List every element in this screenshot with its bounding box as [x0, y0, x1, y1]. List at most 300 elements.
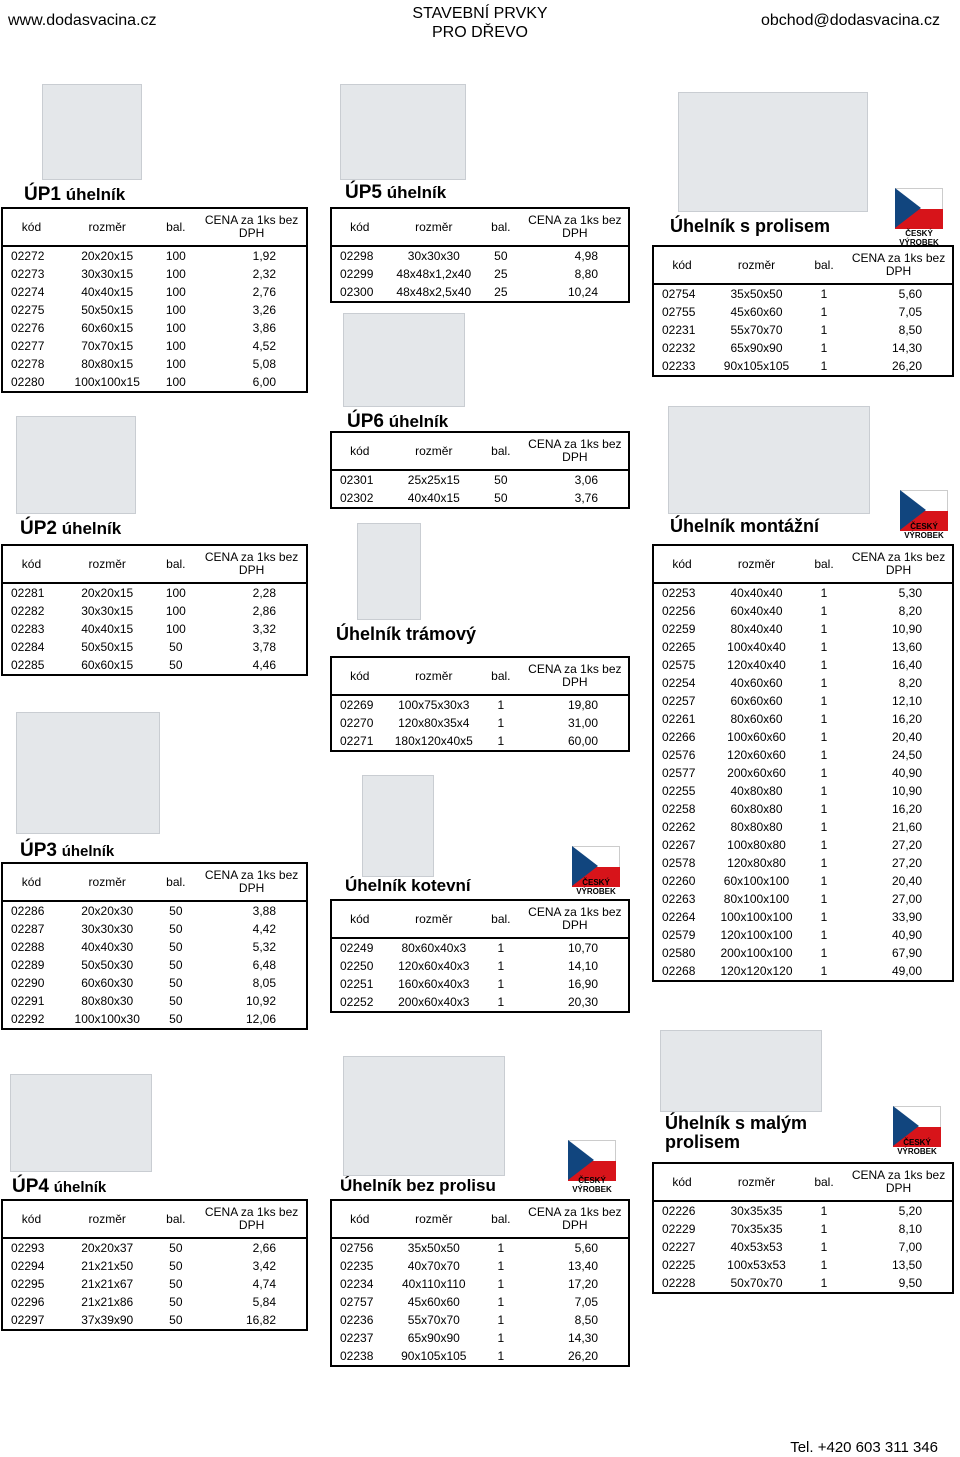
cell-kod: 02228 — [662, 1276, 696, 1290]
cell-kod: 02258 — [662, 802, 696, 816]
cell-bal: 100 — [165, 622, 186, 636]
cell-kod: 02577 — [662, 766, 696, 780]
cell-rozmer: 45x60x60 — [407, 1295, 460, 1309]
cell-rozmer: 120x80x80 — [727, 856, 786, 870]
cell-cena: 5,32 — [252, 940, 276, 954]
cell-cena: 26,20 — [567, 1349, 598, 1363]
cell-cena: 16,90 — [567, 977, 598, 991]
cell-cena: 6,00 — [252, 375, 276, 389]
cell-bal: 1 — [497, 941, 505, 955]
cell-cena: 10,92 — [245, 994, 276, 1008]
col-header-bal: bal. — [154, 863, 197, 901]
cell-rozmer: 40x40x15 — [81, 622, 134, 636]
price-table-montazni — [652, 544, 954, 982]
cell-bal: 25 — [494, 267, 508, 281]
table-row — [2, 638, 307, 656]
cell-bal: 50 — [494, 473, 508, 487]
cell-cena: 2,66 — [252, 1241, 276, 1255]
cell-cena: 2,28 — [252, 586, 276, 600]
cell-bal: 100 — [165, 339, 186, 353]
product-photo-up4 — [10, 1074, 152, 1172]
table-row — [653, 962, 953, 981]
cell-kod: 02253 — [662, 586, 696, 600]
table-header-row — [331, 657, 629, 695]
cell-bal: 50 — [169, 994, 183, 1008]
cell-rozmer: 100x53x53 — [727, 1258, 786, 1272]
cell-bal: 1 — [820, 323, 828, 337]
cell-kod: 02225 — [662, 1258, 696, 1272]
table-row — [331, 714, 629, 732]
table-row — [653, 583, 953, 602]
col-header-kod: kód — [2, 1200, 60, 1238]
cell-rozmer: 21x21x67 — [81, 1277, 134, 1291]
cell-rozmer: 60x80x80 — [730, 802, 783, 816]
cell-kod: 02295 — [11, 1277, 45, 1291]
page-title-line2: PRO DŘEVO — [431, 24, 528, 41]
table-row — [2, 265, 307, 283]
cell-cena: 40,90 — [891, 928, 922, 942]
cell-bal: 100 — [165, 357, 186, 371]
price-table-up3 — [1, 862, 308, 1030]
cell-rozmer: 21x21x50 — [81, 1259, 134, 1273]
cell-bal: 50 — [169, 658, 183, 672]
cell-cena: 5,60 — [574, 1241, 598, 1255]
cell-kod: 02229 — [662, 1222, 696, 1236]
cell-kod: 02302 — [340, 491, 374, 505]
cell-rozmer: 90x105x105 — [401, 1349, 467, 1363]
table-row — [331, 938, 629, 957]
col-header-cena: CENA za 1ks bez DPH — [845, 545, 953, 583]
cell-bal: 1 — [820, 694, 828, 708]
title-up1: ÚP1 úhelník — [24, 184, 126, 205]
table-row — [331, 957, 629, 975]
cell-bal: 50 — [169, 976, 183, 990]
table-header-row — [331, 432, 629, 470]
cell-rozmer: 55x70x70 — [730, 323, 783, 337]
cell-cena: 16,20 — [891, 802, 922, 816]
page-title-line1: STAVEBNÍ PRVKY — [412, 5, 548, 22]
table-row — [2, 956, 307, 974]
cell-cena: 16,20 — [891, 712, 922, 726]
cell-bal: 1 — [820, 640, 828, 654]
table-row — [331, 1311, 629, 1329]
cell-rozmer: 100x100x30 — [74, 1012, 140, 1026]
col-header-bal: bal. — [803, 1163, 845, 1201]
cell-bal: 1 — [820, 676, 828, 690]
cell-rozmer: 120x60x40x3 — [398, 959, 470, 973]
cell-cena: 4,46 — [252, 658, 276, 672]
cell-kod: 02268 — [662, 964, 696, 978]
cell-bal: 1 — [820, 784, 828, 798]
title-up2: ÚP2 úhelník — [20, 518, 122, 539]
cell-cena: 60,00 — [567, 734, 598, 748]
cell-rozmer: 50x50x15 — [81, 303, 134, 317]
cell-rozmer: 35x50x50 — [730, 287, 783, 301]
title-up3: ÚP3 úhelník — [20, 840, 115, 861]
cell-rozmer: 30x30x30 — [407, 249, 460, 263]
cell-cena: 19,80 — [567, 698, 598, 712]
cell-cena: 21,60 — [891, 820, 922, 834]
cell-bal: 1 — [820, 1222, 828, 1236]
cell-bal: 1 — [497, 1259, 505, 1273]
cell-rozmer: 120x60x60 — [727, 748, 786, 762]
table-row — [653, 1274, 953, 1293]
table-row — [653, 1201, 953, 1220]
table-header-row — [331, 1200, 629, 1238]
cell-rozmer: 100x100x100 — [720, 910, 793, 924]
table-row — [2, 602, 307, 620]
cell-kod: 02296 — [11, 1295, 45, 1309]
cell-cena: 12,06 — [245, 1012, 276, 1026]
table-row — [653, 746, 953, 764]
cell-kod: 02271 — [340, 734, 374, 748]
table-row — [2, 355, 307, 373]
table-row — [331, 265, 629, 283]
cell-bal: 1 — [497, 698, 505, 712]
cell-kod: 02251 — [340, 977, 374, 991]
cell-rozmer: 100x80x80 — [727, 838, 786, 852]
cell-cena: 4,74 — [252, 1277, 276, 1291]
table-row — [2, 301, 307, 319]
cell-bal: 1 — [820, 748, 828, 762]
cell-kod: 02257 — [662, 694, 696, 708]
cell-kod: 02755 — [662, 305, 696, 319]
col-header-bal: bal. — [480, 1200, 522, 1238]
cell-kod: 02301 — [340, 473, 374, 487]
cell-bal: 50 — [169, 904, 183, 918]
cell-rozmer: 40x40x40 — [730, 586, 783, 600]
col-header-kod: kód — [331, 1200, 388, 1238]
table-row — [331, 993, 629, 1012]
col-header-rozmer: rozměr — [60, 863, 155, 901]
cell-bal: 1 — [820, 658, 828, 672]
cell-cena: 2,32 — [252, 267, 276, 281]
cell-kod: 02238 — [340, 1349, 374, 1363]
cell-bal: 50 — [169, 640, 183, 654]
cell-rozmer: 37x39x90 — [81, 1313, 134, 1327]
cell-bal: 100 — [165, 604, 186, 618]
cell-cena: 6,48 — [252, 958, 276, 972]
cell-kod: 02237 — [340, 1331, 374, 1345]
cell-rozmer: 160x60x40x3 — [398, 977, 470, 991]
cell-rozmer: 180x120x40x5 — [394, 734, 473, 748]
title-prolis: Úhelník s prolisem — [670, 216, 831, 236]
col-header-kod: kód — [653, 545, 710, 583]
cell-cena: 24,50 — [891, 748, 922, 762]
table-header-row — [653, 545, 953, 583]
cell-bal: 100 — [165, 375, 186, 389]
cell-bal: 1 — [820, 1240, 828, 1254]
table-row — [653, 321, 953, 339]
cell-rozmer: 45x60x60 — [730, 305, 783, 319]
cell-cena: 26,20 — [891, 359, 922, 373]
cell-kod: 02580 — [662, 946, 696, 960]
cell-cena: 8,80 — [574, 267, 598, 281]
cell-cena: 2,86 — [252, 604, 276, 618]
cell-rozmer: 100x60x60 — [727, 730, 786, 744]
table-row — [653, 926, 953, 944]
cell-bal: 1 — [820, 892, 828, 906]
czech-product-badge: ČESKÝ VÝROBEK — [576, 878, 616, 896]
col-header-rozmer: rozměr — [710, 545, 803, 583]
cell-rozmer: 48x48x2,5x40 — [396, 285, 472, 299]
cell-kod: 02286 — [11, 904, 45, 918]
cell-kod: 02287 — [11, 922, 45, 936]
table-row — [653, 836, 953, 854]
col-header-rozmer: rozměr — [60, 545, 155, 583]
table-row — [331, 1257, 629, 1275]
cell-bal: 1 — [497, 995, 505, 1009]
table-row — [653, 620, 953, 638]
cell-kod: 02289 — [11, 958, 45, 972]
site-url[interactable]: www.dodasvacina.cz — [8, 12, 157, 29]
product-photo-up2 — [16, 416, 136, 514]
product-photo-prolis — [678, 92, 868, 212]
cell-kod: 02281 — [11, 586, 45, 600]
table-row — [653, 944, 953, 962]
cell-rozmer: 35x50x50 — [407, 1241, 460, 1255]
cell-rozmer: 40x40x15 — [81, 285, 134, 299]
cell-bal: 50 — [169, 922, 183, 936]
cell-rozmer: 40x40x30 — [81, 940, 134, 954]
cell-bal: 1 — [820, 946, 828, 960]
cell-kod: 02277 — [11, 339, 45, 353]
cell-bal: 1 — [497, 1349, 505, 1363]
cell-kod: 02278 — [11, 357, 45, 371]
cell-cena: 49,00 — [891, 964, 922, 978]
cell-kod: 02261 — [662, 712, 696, 726]
table-row — [331, 1238, 629, 1257]
cell-kod: 02284 — [11, 640, 45, 654]
cell-cena: 5,08 — [252, 357, 276, 371]
col-header-bal: bal. — [803, 545, 845, 583]
col-header-cena: CENA za 1ks bez DPH — [197, 1200, 307, 1238]
table-row — [2, 974, 307, 992]
table-row — [2, 1311, 307, 1330]
col-header-cena: CENA za 1ks bez DPH — [845, 1163, 953, 1201]
cell-cena: 3,06 — [574, 473, 598, 487]
cell-bal: 1 — [820, 712, 828, 726]
cell-kod: 02579 — [662, 928, 696, 942]
cell-rozmer: 200x60x40x3 — [398, 995, 470, 1009]
cell-kod: 02294 — [11, 1259, 45, 1273]
cell-cena: 16,82 — [245, 1313, 276, 1327]
product-photo-tramovy — [357, 523, 421, 620]
cell-rozmer: 30x30x15 — [81, 267, 134, 281]
cell-rozmer: 50x50x15 — [81, 640, 134, 654]
col-header-bal: bal. — [154, 208, 197, 246]
table-row — [2, 283, 307, 301]
cell-kod: 02272 — [11, 249, 45, 263]
cell-cena: 4,52 — [252, 339, 276, 353]
contact-email[interactable]: obchod@dodasvacina.cz — [760, 12, 940, 29]
table-row — [653, 339, 953, 357]
cell-rozmer: 60x60x60 — [730, 694, 783, 708]
cell-rozmer: 60x100x100 — [723, 874, 790, 888]
table-row — [2, 1010, 307, 1029]
table-row — [653, 854, 953, 872]
cell-bal: 100 — [165, 586, 186, 600]
cell-cena: 4,42 — [252, 922, 276, 936]
cell-cena: 7,05 — [898, 305, 922, 319]
cell-kod: 02280 — [11, 375, 45, 389]
cell-kod: 02299 — [340, 267, 374, 281]
table-row — [653, 1238, 953, 1256]
cell-kod: 02274 — [11, 285, 45, 299]
cell-cena: 10,90 — [891, 622, 922, 636]
table-header-row — [331, 900, 629, 938]
table-row — [2, 620, 307, 638]
col-header-bal: bal. — [154, 1200, 197, 1238]
col-header-cena: CENA za 1ks bez DPH — [522, 1200, 629, 1238]
cell-cena: 8,50 — [898, 323, 922, 337]
cell-rozmer: 60x60x15 — [81, 658, 134, 672]
cell-bal: 50 — [169, 1241, 183, 1255]
cell-rozmer: 21x21x86 — [81, 1295, 134, 1309]
cell-bal: 1 — [820, 730, 828, 744]
table-row — [653, 818, 953, 836]
cell-rozmer: 70x70x15 — [81, 339, 134, 353]
cell-rozmer: 20x20x15 — [81, 249, 134, 263]
cell-bal: 1 — [820, 766, 828, 780]
cell-bal: 1 — [497, 1313, 505, 1327]
product-photo-malyprolis — [660, 1030, 822, 1112]
cell-rozmer: 40x53x53 — [730, 1240, 783, 1254]
title-bezprolisu: Úhelník bez prolisu — [340, 1176, 496, 1195]
table-row — [331, 1347, 629, 1366]
cell-kod: 02231 — [662, 323, 696, 337]
cell-rozmer: 60x40x40 — [730, 604, 783, 618]
cell-cena: 7,05 — [574, 1295, 598, 1309]
price-table-malyprolis — [652, 1162, 954, 1294]
cell-kod: 02256 — [662, 604, 696, 618]
cell-cena: 17,20 — [567, 1277, 598, 1291]
product-photo-up3 — [16, 712, 160, 834]
col-header-cena: CENA za 1ks bez DPH — [197, 863, 307, 901]
cell-bal: 1 — [820, 910, 828, 924]
col-header-rozmer: rozměr — [388, 432, 480, 470]
cell-cena: 3,32 — [252, 622, 276, 636]
cell-bal: 100 — [165, 267, 186, 281]
cell-kod: 02252 — [340, 995, 374, 1009]
table-row — [2, 1275, 307, 1293]
cell-bal: 1 — [820, 305, 828, 319]
cell-bal: 25 — [494, 285, 508, 299]
cell-cena: 3,42 — [252, 1259, 276, 1273]
table-row — [2, 373, 307, 392]
table-row — [331, 975, 629, 993]
table-row — [653, 872, 953, 890]
cell-bal: 1 — [820, 1276, 828, 1290]
table-row — [653, 1220, 953, 1238]
cell-bal: 50 — [169, 1295, 183, 1309]
col-header-kod: kód — [331, 657, 388, 695]
price-table-kotevni — [330, 899, 630, 1013]
cell-rozmer: 80x60x60 — [730, 712, 783, 726]
cell-rozmer: 90x105x105 — [723, 359, 790, 373]
czech-product-badge: ČESKÝ VÝROBEK — [904, 522, 944, 540]
cell-cena: 1,92 — [252, 249, 276, 263]
col-header-cena: CENA za 1ks bez DPH — [522, 208, 629, 246]
cell-kod: 02267 — [662, 838, 696, 852]
cell-rozmer: 120x100x100 — [720, 928, 793, 942]
table-row — [653, 638, 953, 656]
col-header-kod: kód — [653, 246, 710, 284]
cell-rozmer: 40x60x60 — [730, 676, 783, 690]
cell-cena: 3,88 — [252, 904, 276, 918]
table-row — [653, 602, 953, 620]
table-header-row — [2, 863, 307, 901]
cell-kod: 02293 — [11, 1241, 45, 1255]
cell-rozmer: 120x40x40 — [727, 658, 786, 672]
cell-cena: 27,00 — [891, 892, 922, 906]
cell-rozmer: 100x40x40 — [727, 640, 786, 654]
table-row — [653, 890, 953, 908]
cell-cena: 10,24 — [567, 285, 598, 299]
table-row — [2, 1238, 307, 1257]
title-up6: ÚP6 úhelník — [347, 411, 449, 432]
cell-kod: 02298 — [340, 249, 374, 263]
table-header-row — [653, 1163, 953, 1201]
cell-cena: 5,84 — [252, 1295, 276, 1309]
cell-kod: 02265 — [662, 640, 696, 654]
col-header-bal: bal. — [480, 900, 522, 938]
product-photo-up6 — [343, 313, 465, 407]
cell-cena: 7,00 — [898, 1240, 922, 1254]
col-header-cena: CENA za 1ks bez DPH — [845, 246, 953, 284]
col-header-cena: CENA za 1ks bez DPH — [522, 900, 629, 938]
cell-bal: 1 — [820, 928, 828, 942]
cell-bal: 1 — [820, 1258, 828, 1272]
title-up4: ÚP4 úhelník — [12, 1176, 107, 1197]
table-row — [2, 938, 307, 956]
cell-kod: 02234 — [340, 1277, 374, 1291]
col-header-bal: bal. — [480, 208, 522, 246]
col-header-kod: kód — [2, 545, 60, 583]
product-photo-up5 — [340, 84, 466, 180]
cell-rozmer: 200x60x60 — [727, 766, 786, 780]
product-photo-montazni — [668, 406, 870, 514]
table-row — [653, 1256, 953, 1274]
cell-kod: 02576 — [662, 748, 696, 762]
cell-kod: 02297 — [11, 1313, 45, 1327]
cell-cena: 5,60 — [898, 287, 922, 301]
cell-bal: 1 — [820, 820, 828, 834]
cell-rozmer: 48x48x1,2x40 — [396, 267, 472, 281]
cell-bal: 100 — [165, 303, 186, 317]
cell-cena: 9,50 — [898, 1276, 922, 1290]
cell-kod: 02232 — [662, 341, 696, 355]
cell-cena: 20,40 — [891, 874, 922, 888]
table-row — [2, 656, 307, 675]
cell-rozmer: 50x50x30 — [81, 958, 134, 972]
cell-rozmer: 80x80x15 — [81, 357, 134, 371]
cell-cena: 14,30 — [891, 341, 922, 355]
cell-rozmer: 40x40x15 — [407, 491, 460, 505]
table-row — [653, 908, 953, 926]
title-montazni: Úhelník montážní — [670, 516, 820, 536]
col-header-kod: kód — [2, 863, 60, 901]
cell-bal: 50 — [169, 940, 183, 954]
cell-kod: 02262 — [662, 820, 696, 834]
cell-rozmer: 40x110x110 — [401, 1277, 466, 1291]
cell-bal: 100 — [165, 285, 186, 299]
cell-cena: 31,00 — [567, 716, 598, 730]
cell-rozmer: 40x70x70 — [407, 1259, 460, 1273]
cell-kod: 02269 — [340, 698, 374, 712]
cell-cena: 67,90 — [891, 946, 922, 960]
cell-cena: 13,40 — [567, 1259, 598, 1273]
